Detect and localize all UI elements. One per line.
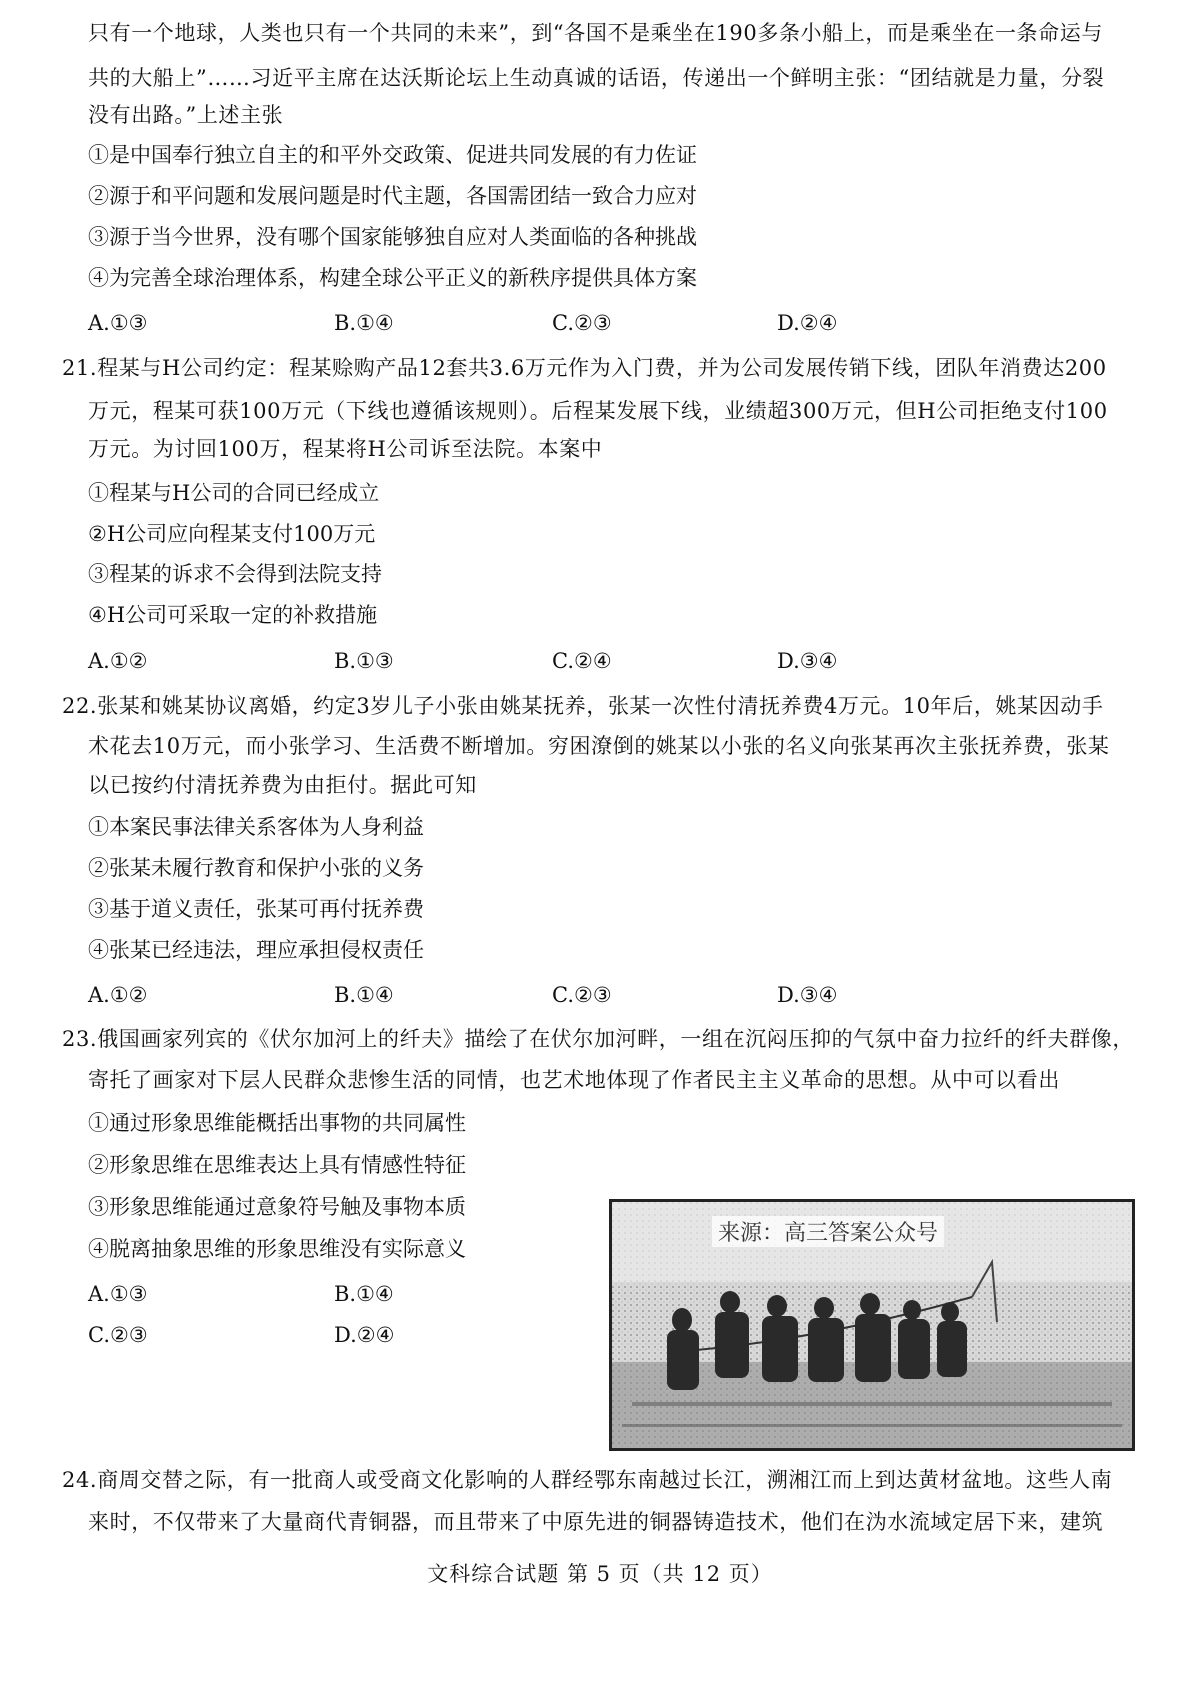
q22-line-1: 22.张某和姚某协议离婚，约定3岁儿子小张由姚某抚养，张某一次性付清抚养费4万元。10年后，姚某因动手 <box>62 694 1104 718</box>
intro-statement-1: ①是中国奉行独立自主的和平外交政策、促进共同发展的有力佐证 <box>88 143 697 167</box>
figure-watermark: 来源：高三答案公众号 <box>712 1216 944 1247</box>
q22-line-3: 以已按约付清抚养费为由拒付。据此可知 <box>88 773 477 797</box>
q21-line-3: 万元。为讨回100万，程某将H公司诉至法院。本案中 <box>88 437 603 461</box>
q21-statement-2: ②H公司应向程某支付100万元 <box>88 522 376 546</box>
q23-statement-4: ④脱离抽象思维的形象思维没有实际意义 <box>88 1237 466 1261</box>
intro-statement-3: ③源于当今世界，没有哪个国家能够独自应对人类面临的各种挑战 <box>88 225 697 249</box>
q21-option-d: D.③④ <box>777 649 838 673</box>
intro-option-b: B.①④ <box>334 311 394 335</box>
painting-figure <box>609 1199 1135 1451</box>
page-footer: 文科综合试题 第 5 页（共 12 页） <box>427 1562 773 1586</box>
q23-option-d: D.②④ <box>334 1323 395 1347</box>
q22-option-a: A.①② <box>88 983 148 1007</box>
intro-statement-4: ④为完善全球治理体系，构建全球公平正义的新秩序提供具体方案 <box>88 266 697 290</box>
q22-statement-3: ③基于道义责任，张某可再付抚养费 <box>88 897 424 921</box>
q21-line-2: 万元，程某可获100万元（下线也遵循该规则）。后程某发展下线，业绩超300万元，但H公司拒绝支付100 <box>88 399 1108 423</box>
q22-option-b: B.①④ <box>334 983 394 1007</box>
q23-option-b: B.①④ <box>334 1282 394 1306</box>
intro-line-2: 共的大船上”……习近平主席在达沃斯论坛上生动真诚的话语，传递出一个鲜明主张：“团结就是力量，分裂 <box>88 66 1105 90</box>
q23-option-c: C.②③ <box>88 1323 148 1347</box>
q23-statement-3: ③形象思维能通过意象符号触及事物本质 <box>88 1195 466 1219</box>
q21-line-1: 21.程某与H公司约定：程某赊购产品12套共3.6万元作为入门费，并为公司发展传销下线，团队年消费达200 <box>62 356 1107 380</box>
q22-statement-2: ②张某未履行教育和保护小张的义务 <box>88 856 424 880</box>
q23-statement-2: ②形象思维在思维表达上具有情感性特征 <box>88 1153 466 1177</box>
q23-line-1: 23.俄国画家列宾的《伏尔加河上的纤夫》描绘了在伏尔加河畔，一组在沉闷压抑的气氛中奋力拉纤的纤夫群像， <box>62 1027 1134 1051</box>
q24-line-2: 来时，不仅带来了大量商代青铜器，而且带来了中原先进的铜器铸造技术，他们在沩水流域定居下来，建筑 <box>88 1510 1104 1534</box>
q22-statement-1: ①本案民事法律关系客体为人身利益 <box>88 815 424 839</box>
q21-statement-3: ③程某的诉求不会得到法院支持 <box>88 562 382 586</box>
q21-statement-4: ④H公司可采取一定的补救措施 <box>88 603 378 627</box>
intro-statement-2: ②源于和平问题和发展问题是时代主题，各国需团结一致合力应对 <box>88 184 697 208</box>
q23-line-2: 寄托了画家对下层人民群众悲惨生活的同情，也艺术地体现了作者民主主义革命的思想。从中可以看出 <box>88 1068 1060 1092</box>
q22-option-d: D.③④ <box>777 983 838 1007</box>
q24-line-1: 24.商周交替之际，有一批商人或受商文化影响的人群经鄂东南越过长江，溯湘江而上到达黄材盆地。这些人南 <box>62 1468 1113 1492</box>
q23-option-a: A.①③ <box>88 1282 148 1306</box>
q21-statement-1: ①程某与H公司的合同已经成立 <box>88 481 380 505</box>
intro-option-a: A.①③ <box>88 311 148 335</box>
q22-statement-4: ④张某已经违法，理应承担侵权责任 <box>88 938 424 962</box>
intro-line-3: 没有出路。”上述主张 <box>88 103 284 127</box>
intro-option-d: D.②④ <box>777 311 838 335</box>
intro-line-1: 只有一个地球，人类也只有一个共同的未来”，到“各国不是乘坐在190多条小船上，而是乘坐在一条命运与 <box>88 21 1103 45</box>
q22-line-2: 术花去10万元，而小张学习、生活费不断增加。穷困潦倒的姚某以小张的名义向张某再次主张抚养费，张某 <box>88 734 1110 758</box>
q23-statement-1: ①通过形象思维能概括出事物的共同属性 <box>88 1111 466 1135</box>
q21-option-a: A.①② <box>88 649 148 673</box>
q21-option-c: C.②④ <box>552 649 612 673</box>
intro-option-c: C.②③ <box>552 311 612 335</box>
q22-option-c: C.②③ <box>552 983 612 1007</box>
q21-option-b: B.①③ <box>334 649 394 673</box>
